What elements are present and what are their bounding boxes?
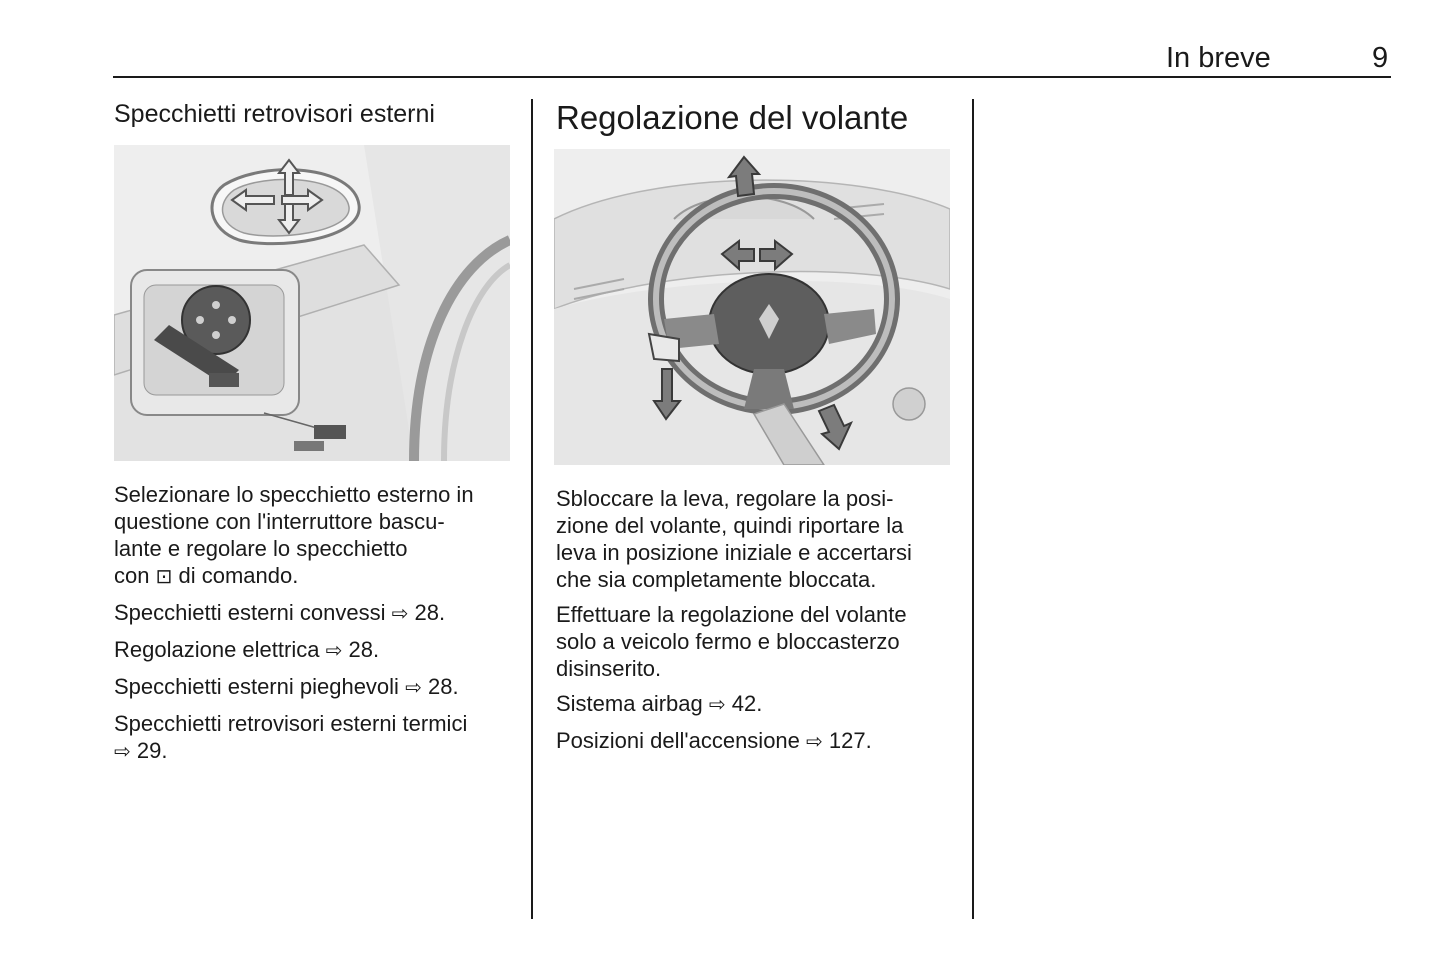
left-p1-prefix: con — [114, 563, 150, 588]
mid-p2-line1: Effettuare la regolazione del volante — [556, 602, 907, 627]
reference-arrow-icon: ⇨ — [806, 731, 823, 753]
ref-folding-mirrors[interactable] — [114, 673, 519, 702]
ref-convex-mirrors[interactable] — [114, 599, 519, 628]
ref-airbag-system[interactable] — [556, 690, 956, 719]
ref-heated-mirrors-line1: Specchietti retrovisori esterni termici — [114, 711, 468, 736]
ref-page: 28. — [427, 674, 459, 699]
left-p1-suffix: di comando. — [178, 563, 299, 588]
mid-p1-line4: che sia completamente bloccata. — [556, 567, 877, 592]
mirror-illustration — [114, 145, 510, 461]
left-column — [114, 97, 519, 774]
reference-arrow-icon: ⇨ — [325, 640, 343, 662]
mid-p2-line2: solo a veicolo fermo e bloccasterzo — [556, 629, 900, 654]
mirror-control-icon: ⊡ — [155, 566, 173, 588]
left-p1-line2: questione con l'interruttore bascu- — [114, 509, 445, 534]
ref-text: Specchietti esterni pieghevoli — [114, 674, 399, 699]
middle-column — [556, 97, 956, 764]
ref-page: 127. — [828, 728, 872, 753]
ref-ignition-positions[interactable] — [556, 727, 956, 756]
ref-page: 42. — [731, 691, 763, 716]
reference-arrow-icon: ⇨ — [708, 694, 726, 716]
ref-page: 29. — [136, 738, 168, 763]
ref-text: Sistema airbag — [556, 691, 703, 716]
header-rule — [113, 76, 1391, 78]
ref-text: Specchietti esterni convessi — [114, 600, 386, 625]
mid-p2-line3: disinserito. — [556, 656, 662, 681]
section-heading-steering: Regolazione del volante — [556, 99, 909, 136]
mid-p1-line2: zione del volante, quindi riportare la — [556, 513, 904, 538]
ref-text: Posizioni dell'accensione — [556, 728, 800, 753]
left-p1-line1: Selezionare lo specchietto esterno in — [114, 482, 474, 507]
reference-arrow-icon: ⇨ — [114, 741, 131, 763]
page-number: 9 — [1372, 42, 1389, 74]
mid-p1-line1: Sbloccare la leva, regolare la posi- — [556, 486, 894, 511]
section-heading-mirrors: Specchietti retrovisori esterni — [114, 100, 435, 128]
ref-text: Regolazione elettrica — [114, 637, 320, 662]
ref-page: 28. — [414, 600, 446, 625]
ref-electric-adjust[interactable] — [114, 636, 519, 665]
figure-mirror-adjust — [114, 145, 510, 461]
ref-heated-mirrors[interactable] — [114, 737, 519, 766]
left-p1-line4 — [114, 562, 519, 591]
column-divider-1 — [531, 99, 533, 919]
column-divider-2 — [972, 99, 974, 919]
reference-arrow-icon: ⇨ — [391, 603, 409, 625]
figure-steering-adjust — [554, 149, 950, 465]
steering-wheel-illustration — [554, 149, 950, 465]
left-p1-line3: lante e regolare lo specchietto — [114, 536, 408, 561]
mid-p1-line3: leva in posizione iniziale e accertarsi — [556, 540, 912, 565]
reference-arrow-icon: ⇨ — [405, 677, 422, 699]
ref-page: 28. — [348, 637, 380, 662]
running-header-title: In breve — [1166, 42, 1271, 74]
